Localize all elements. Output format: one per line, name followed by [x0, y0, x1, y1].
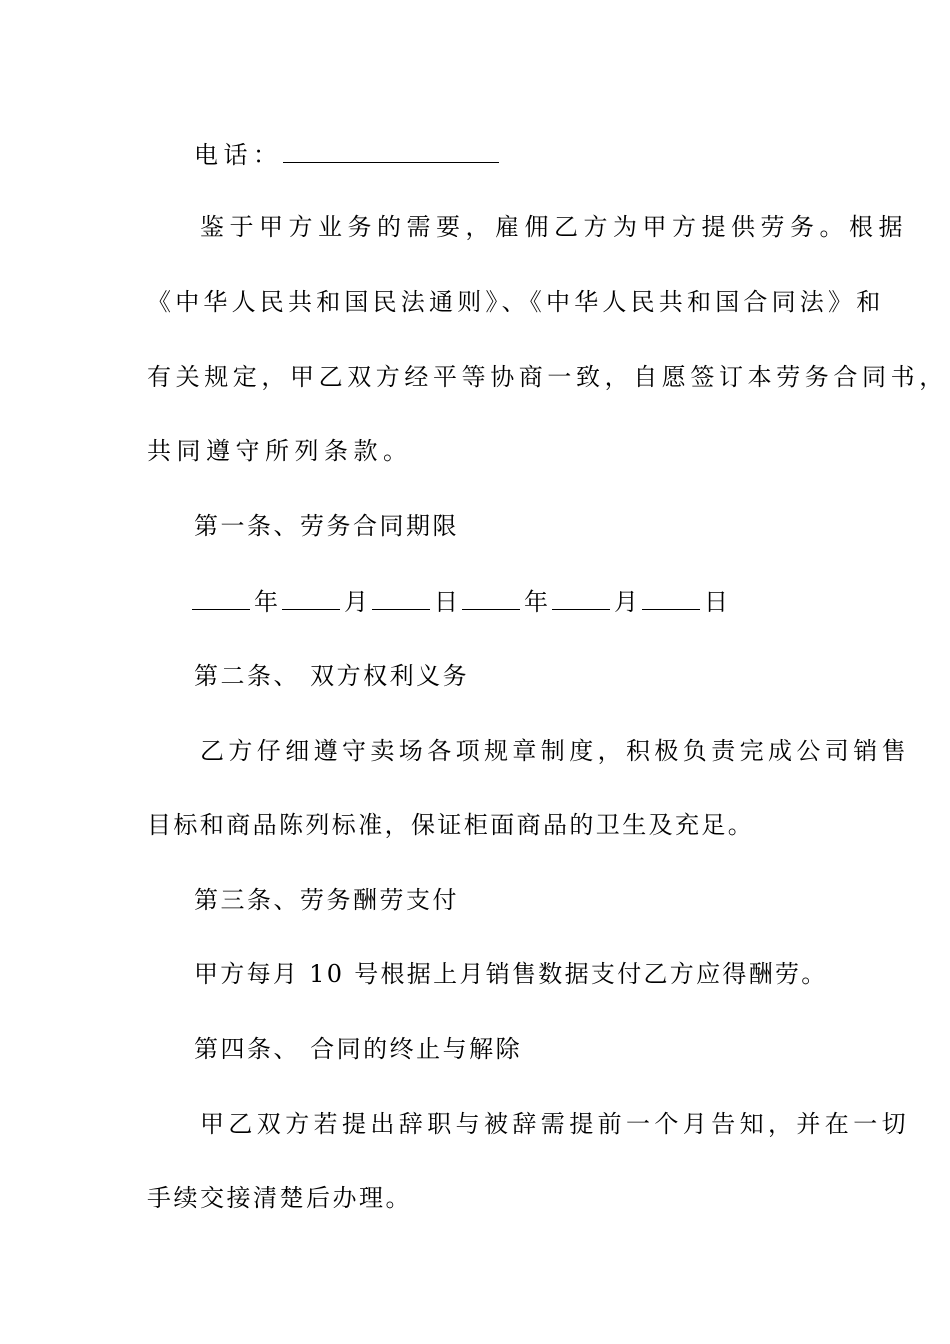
day-unit-1: 日	[434, 588, 458, 616]
article-2-body-line-1: 乙方仔细遵守卖场各项规章制度，积极负责完成公司销售	[200, 737, 910, 765]
article-3-body: 甲方每月 10 号根据上月销售数据支付乙方应得酬劳。	[194, 960, 828, 988]
year-blank-2	[462, 585, 520, 610]
intro-line-4: 共同遵守所列条款。	[147, 437, 413, 465]
article-4-title: 第四条、 合同的终止与解除	[194, 1035, 523, 1063]
article-2-title: 第二条、 双方权利义务	[194, 662, 470, 690]
article-1-title: 第一条、劳务合同期限	[194, 512, 459, 540]
month-blank-1	[282, 585, 340, 610]
phone-blank	[283, 138, 499, 163]
phone-line	[194, 138, 499, 171]
article-4-body-line-1: 甲乙双方若提出辞职与被辞需提前一个月告知，并在一切	[200, 1110, 910, 1138]
intro-line-1: 鉴于甲方业务的需要，雇佣乙方为甲方提供劳务。根据	[200, 213, 908, 241]
phone-label: 电话：	[194, 141, 283, 169]
year-blank-1	[192, 585, 250, 610]
contract-period-line	[192, 585, 732, 618]
year-unit-1: 年	[254, 588, 278, 616]
article-4-body-line-2: 手续交接清楚后办理。	[147, 1184, 412, 1212]
intro-line-2: 《中华人民共和国民法通则》、《中华人民共和国合同法》和	[147, 288, 885, 316]
month-unit-1: 月	[344, 588, 368, 616]
article-3-title: 第三条、劳务酬劳支付	[194, 886, 459, 914]
day-blank-2	[642, 585, 700, 610]
article-2-body-line-2: 目标和商品陈列标准，保证柜面商品的卫生及充足。	[147, 811, 755, 839]
intro-line-3: 有关规定，甲乙双方经平等协商一致，自愿签订本劳务合同书，	[147, 363, 948, 391]
day-blank-1	[372, 585, 430, 610]
month-blank-2	[552, 585, 610, 610]
year-unit-2: 年	[524, 588, 548, 616]
day-unit-2: 日	[704, 588, 728, 616]
month-unit-2: 月	[614, 588, 638, 616]
